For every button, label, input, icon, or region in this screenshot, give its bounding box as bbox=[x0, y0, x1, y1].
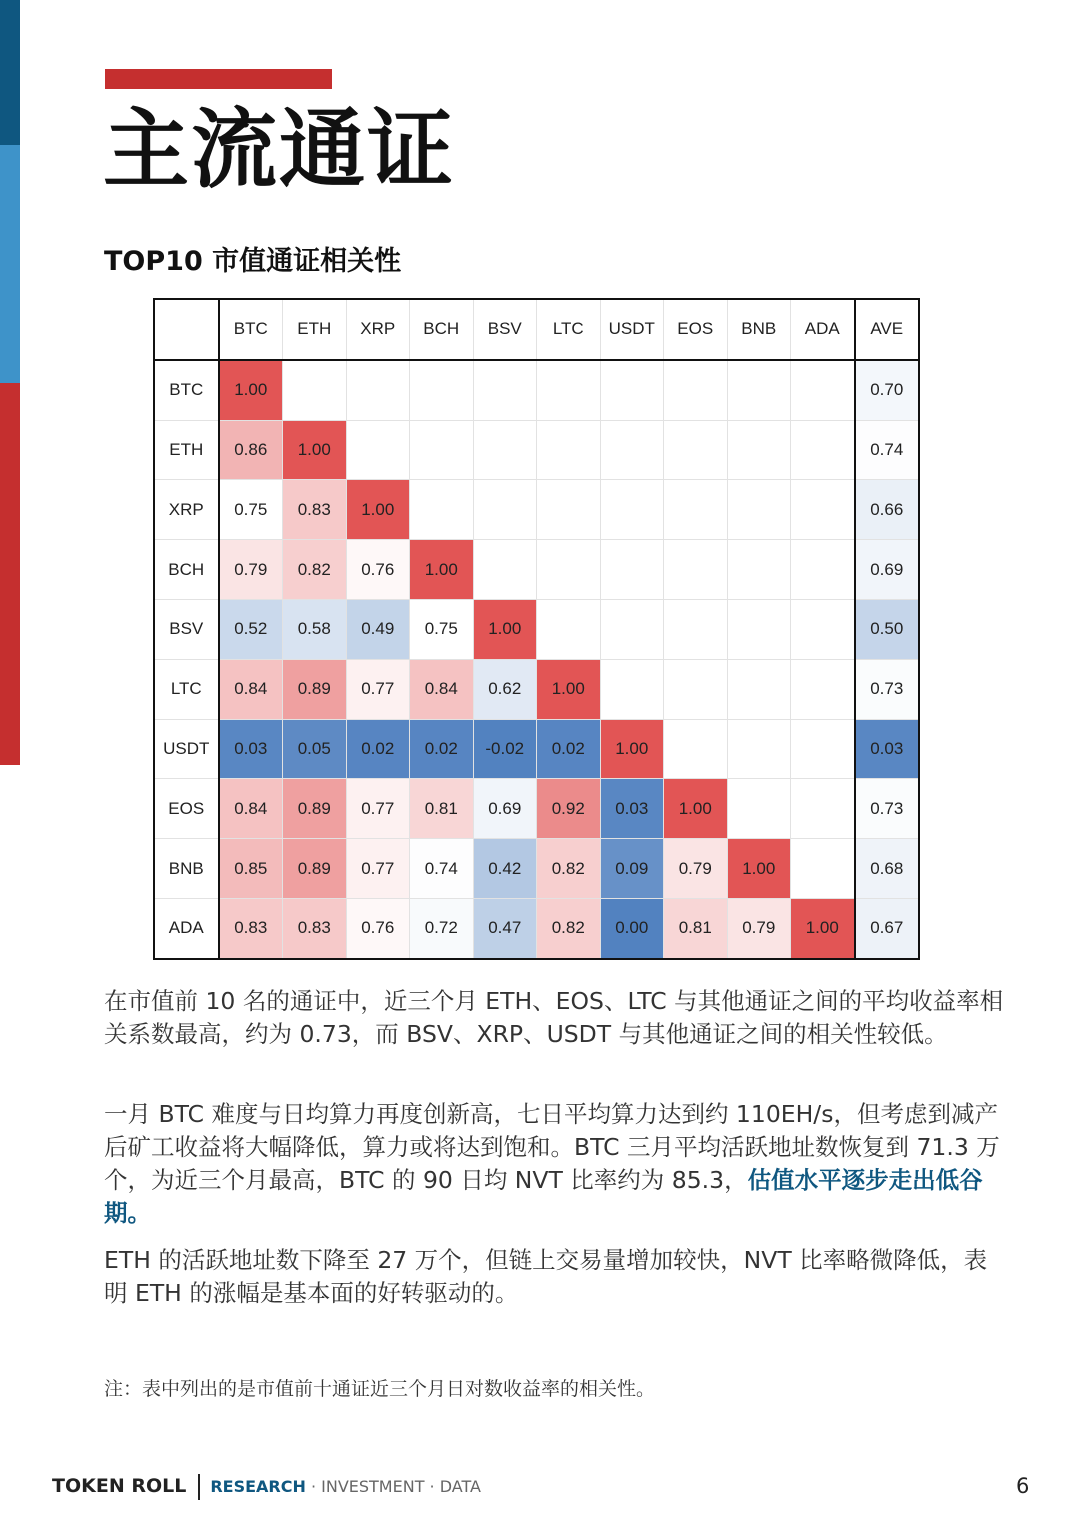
table-cell: 0.83 bbox=[219, 898, 283, 958]
header-cell: BSV bbox=[473, 299, 537, 360]
table-row bbox=[154, 898, 919, 958]
header-cell: LTC bbox=[537, 299, 601, 360]
table-cell bbox=[791, 540, 855, 600]
table-cell: 0.92 bbox=[537, 779, 601, 839]
table-cell: 0.58 bbox=[283, 599, 347, 659]
correlation-table bbox=[153, 298, 920, 960]
header-cell: BCH bbox=[410, 299, 474, 360]
table-cell bbox=[410, 480, 474, 540]
table-cell: 0.82 bbox=[537, 898, 601, 958]
table-cell bbox=[791, 420, 855, 480]
table-cell: 1.00 bbox=[664, 779, 728, 839]
table-cell bbox=[791, 599, 855, 659]
table-cell: 0.42 bbox=[473, 839, 537, 899]
table-cell: 0.89 bbox=[283, 839, 347, 899]
table-cell bbox=[537, 360, 601, 420]
row-label: BNB bbox=[154, 839, 219, 899]
table-cell bbox=[727, 719, 791, 779]
table-cell bbox=[727, 540, 791, 600]
table-cell bbox=[791, 659, 855, 719]
table-cell: 0.49 bbox=[346, 599, 410, 659]
footer bbox=[52, 1473, 481, 1500]
table-cell: 1.00 bbox=[283, 420, 347, 480]
row-label: BCH bbox=[154, 540, 219, 600]
section-subtitle: TOP10 市值通证相关性 bbox=[104, 246, 402, 277]
table-cell bbox=[664, 420, 728, 480]
table-cell: 0.86 bbox=[219, 420, 283, 480]
table-cell bbox=[791, 360, 855, 420]
table-cell bbox=[727, 659, 791, 719]
table-cell bbox=[600, 540, 664, 600]
row-label: XRP bbox=[154, 480, 219, 540]
table-row bbox=[154, 420, 919, 480]
table-cell: 0.84 bbox=[410, 659, 474, 719]
row-label: ETH bbox=[154, 420, 219, 480]
table-cell bbox=[727, 360, 791, 420]
table-cell bbox=[664, 480, 728, 540]
table-cell: 1.00 bbox=[346, 480, 410, 540]
table-cell: 0.84 bbox=[219, 659, 283, 719]
table-cell bbox=[410, 420, 474, 480]
table-cell: -0.02 bbox=[473, 719, 537, 779]
table-cell: 0.76 bbox=[346, 540, 410, 600]
table-cell bbox=[727, 480, 791, 540]
header-corner bbox=[154, 299, 219, 360]
side-bar-light-blue bbox=[0, 145, 20, 383]
table-cell: 0.75 bbox=[410, 599, 474, 659]
table-cell bbox=[537, 420, 601, 480]
table-cell bbox=[537, 599, 601, 659]
table-cell bbox=[410, 360, 474, 420]
table-cell: 0.76 bbox=[346, 898, 410, 958]
header-cell: BTC bbox=[219, 299, 283, 360]
table-cell bbox=[346, 360, 410, 420]
header-cell-ave: AVE bbox=[855, 299, 920, 360]
table-cell bbox=[600, 659, 664, 719]
table-cell: 0.72 bbox=[410, 898, 474, 958]
table-cell: 0.62 bbox=[473, 659, 537, 719]
table-cell: 0.02 bbox=[537, 719, 601, 779]
header-cell: EOS bbox=[664, 299, 728, 360]
table-cell: 0.89 bbox=[283, 779, 347, 839]
paragraph-2 bbox=[104, 1098, 1004, 1230]
table-cell: 0.79 bbox=[664, 839, 728, 899]
title-accent-bar bbox=[105, 69, 332, 89]
table-cell bbox=[473, 420, 537, 480]
table-cell: 0.00 bbox=[600, 898, 664, 958]
table-cell: 0.03 bbox=[855, 719, 920, 779]
table-cell: 0.03 bbox=[219, 719, 283, 779]
table-cell: 0.77 bbox=[346, 839, 410, 899]
table-cell bbox=[664, 599, 728, 659]
table-cell: 0.79 bbox=[219, 540, 283, 600]
table-cell bbox=[537, 480, 601, 540]
table-row bbox=[154, 540, 919, 600]
table-cell bbox=[727, 779, 791, 839]
table-cell: 1.00 bbox=[410, 540, 474, 600]
row-label: ADA bbox=[154, 898, 219, 958]
row-label: BSV bbox=[154, 599, 219, 659]
table-cell: 0.02 bbox=[410, 719, 474, 779]
table-cell: 0.52 bbox=[219, 599, 283, 659]
table-cell bbox=[791, 480, 855, 540]
table-cell: 0.73 bbox=[855, 659, 920, 719]
row-label: BTC bbox=[154, 360, 219, 420]
table-cell: 0.77 bbox=[346, 659, 410, 719]
table-cell bbox=[473, 540, 537, 600]
table-cell: 0.74 bbox=[410, 839, 474, 899]
table-cell: 1.00 bbox=[600, 719, 664, 779]
header-cell: XRP bbox=[346, 299, 410, 360]
paragraph-3: ETH 的活跃地址数下降至 27 万个，但链上交易量增加较快，NVT 比率略微降低，表明 ETH 的涨幅是基本面的好转驱动的。 bbox=[104, 1246, 988, 1307]
page-title: 主流通证 bbox=[103, 100, 455, 200]
table-row bbox=[154, 839, 919, 899]
table-cell: 0.84 bbox=[219, 779, 283, 839]
table-cell: 0.79 bbox=[727, 898, 791, 958]
table-cell: 0.68 bbox=[855, 839, 920, 899]
table-cell bbox=[791, 839, 855, 899]
table-cell: 0.66 bbox=[855, 480, 920, 540]
row-label: USDT bbox=[154, 719, 219, 779]
side-bar-red bbox=[0, 383, 20, 765]
table-cell: 0.85 bbox=[219, 839, 283, 899]
table-cell bbox=[473, 360, 537, 420]
row-label: EOS bbox=[154, 779, 219, 839]
table-cell: 0.82 bbox=[537, 839, 601, 899]
table-cell: 0.69 bbox=[855, 540, 920, 600]
table-cell: 1.00 bbox=[537, 659, 601, 719]
table-cell: 1.00 bbox=[219, 360, 283, 420]
table-row bbox=[154, 779, 919, 839]
table-cell: 0.09 bbox=[600, 839, 664, 899]
table-cell bbox=[600, 480, 664, 540]
table-cell: 0.50 bbox=[855, 599, 920, 659]
table-cell: 0.67 bbox=[855, 898, 920, 958]
table-cell: 0.69 bbox=[473, 779, 537, 839]
row-label: LTC bbox=[154, 659, 219, 719]
header-cell: ADA bbox=[791, 299, 855, 360]
table-row bbox=[154, 360, 919, 420]
table-cell bbox=[727, 599, 791, 659]
table-cell: 0.73 bbox=[855, 779, 920, 839]
table-cell bbox=[283, 360, 347, 420]
table-cell: 0.03 bbox=[600, 779, 664, 839]
table-cell bbox=[664, 719, 728, 779]
table-cell bbox=[791, 779, 855, 839]
footer-divider bbox=[198, 1474, 200, 1500]
table-cell bbox=[473, 480, 537, 540]
table-cell: 0.81 bbox=[410, 779, 474, 839]
side-bar-dark-blue bbox=[0, 0, 20, 145]
table-row bbox=[154, 719, 919, 779]
table-row bbox=[154, 599, 919, 659]
table-cell: 0.82 bbox=[283, 540, 347, 600]
table-cell: 0.05 bbox=[283, 719, 347, 779]
table-cell: 0.75 bbox=[219, 480, 283, 540]
page-number: 6 bbox=[1016, 1474, 1030, 1498]
table-cell bbox=[346, 420, 410, 480]
table-cell bbox=[664, 540, 728, 600]
paragraph-2-text: 一月 BTC 难度与日均算力再度创新高，七日平均算力达到约 110EH/s，但考虑到减产后矿工收益将大幅降低，算力或将达到饱和。BTC 三月平均活跃地址数恢复到 71.3 万个，为近三个月最高，BTC 的 90 日均 NVT 比率约为 85.3， bbox=[104, 1100, 1000, 1194]
table-cell bbox=[791, 719, 855, 779]
table-cell bbox=[664, 360, 728, 420]
footer-brand: TOKEN ROLL bbox=[52, 1475, 187, 1497]
table-cell: 1.00 bbox=[791, 898, 855, 958]
table-cell: 0.70 bbox=[855, 360, 920, 420]
table-cell bbox=[727, 420, 791, 480]
table-cell bbox=[600, 420, 664, 480]
table-cell bbox=[664, 659, 728, 719]
table-cell: 0.83 bbox=[283, 480, 347, 540]
footer-tagline: · INVESTMENT · DATA bbox=[305, 1477, 481, 1496]
table-cell: 0.89 bbox=[283, 659, 347, 719]
table-cell: 0.81 bbox=[664, 898, 728, 958]
table-cell bbox=[600, 599, 664, 659]
header-cell: USDT bbox=[600, 299, 664, 360]
paragraph-1: 在市值前 10 名的通证中，近三个月 ETH、EOS、LTC 与其他通证之间的平均收益率相关系数最高，约为 0.73，而 BSV、XRP、USDT 与其他通证之间的相关性较低。 bbox=[104, 987, 1004, 1048]
table-cell: 1.00 bbox=[473, 599, 537, 659]
footer-research: RESEARCH bbox=[210, 1477, 306, 1496]
table-cell: 0.47 bbox=[473, 898, 537, 958]
table-row bbox=[154, 480, 919, 540]
paragraph-2-highlight: 估值水平逐步走出低谷期。 bbox=[104, 1166, 983, 1227]
table-cell: 0.83 bbox=[283, 898, 347, 958]
table-header-row bbox=[154, 299, 919, 360]
header-cell: ETH bbox=[283, 299, 347, 360]
table-cell: 0.77 bbox=[346, 779, 410, 839]
table-cell: 0.02 bbox=[346, 719, 410, 779]
table-note: 注：表中列出的是市值前十通证近三个月日对数收益率的相关性。 bbox=[104, 1378, 656, 1400]
table-cell bbox=[600, 360, 664, 420]
table-cell: 0.74 bbox=[855, 420, 920, 480]
table-cell bbox=[537, 540, 601, 600]
header-cell: BNB bbox=[727, 299, 791, 360]
table-cell: 1.00 bbox=[727, 839, 791, 899]
table-row bbox=[154, 659, 919, 719]
